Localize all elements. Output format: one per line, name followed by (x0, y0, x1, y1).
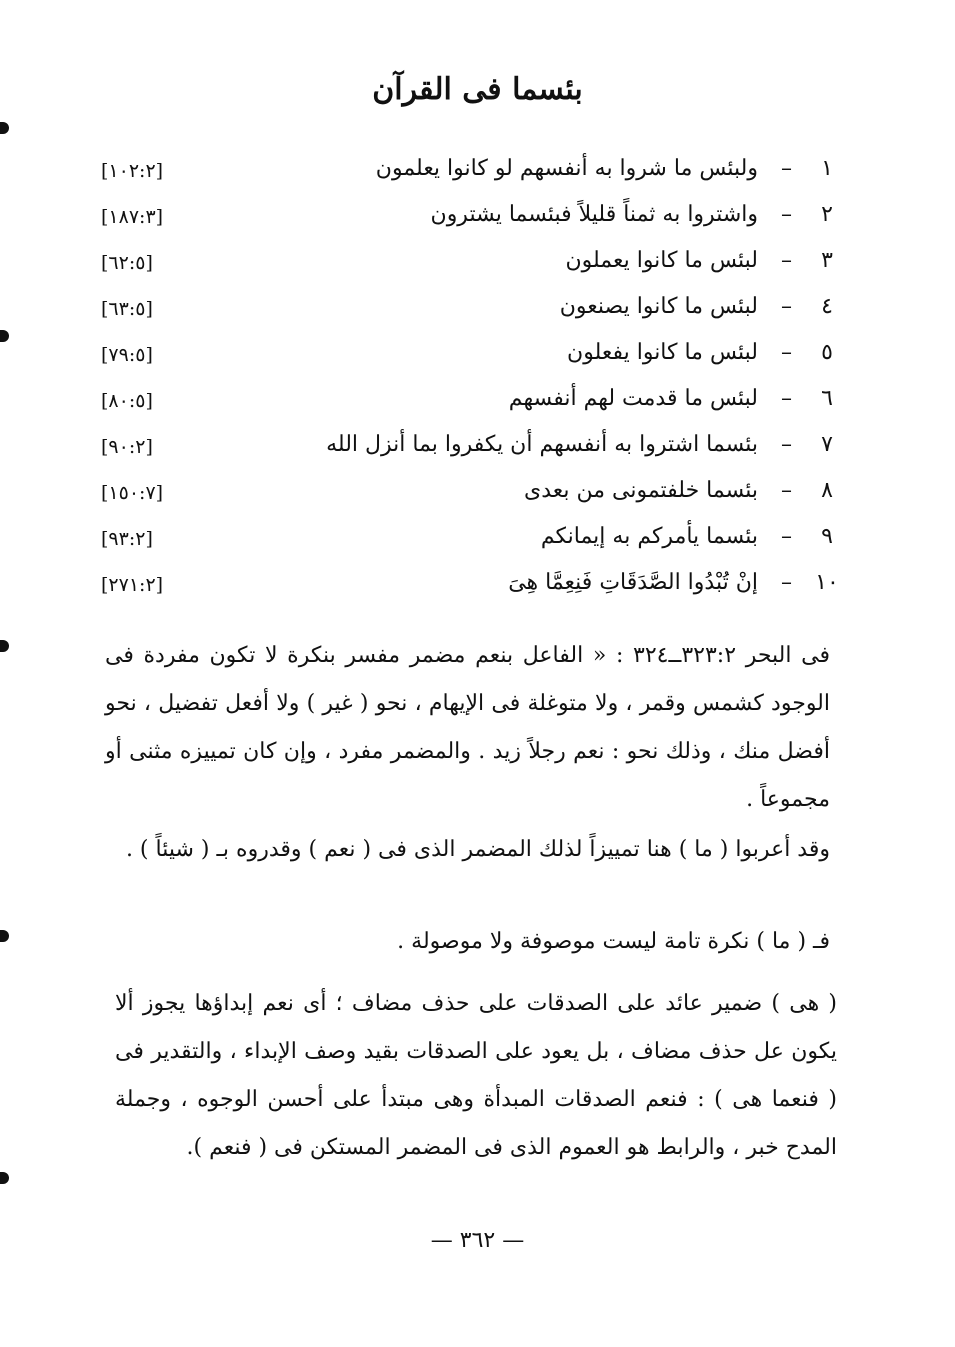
scan-edge-mark (0, 1172, 9, 1184)
verse-list (95, 150, 840, 610)
verse-row (95, 380, 840, 426)
commentary-paragraph: فـ ( ما ) نكرة تامة ليست موصوفة ولا موصولة . (397, 929, 830, 954)
verse-row (95, 196, 840, 242)
verse-text: واشتروا به ثمناً قليلاً فبئسما يشترون (430, 202, 758, 227)
verse-dash: – (781, 340, 792, 365)
verse-dash: – (781, 524, 792, 549)
verse-reference: [٩٣:٢] (101, 528, 153, 550)
verse-row (95, 288, 840, 334)
verse-row (95, 150, 840, 196)
verse-reference: [٢٧١:٢] (101, 574, 164, 596)
scan-edge-mark (0, 330, 9, 342)
verse-text: لبئس ما كانوا يفعلون (567, 340, 758, 365)
scan-edge-mark (0, 640, 9, 652)
verse-text: بئسما اشتروا به أنفسهم أن يكفروا بما أنزل الله (326, 432, 758, 457)
page-title: بئسما فى القرآن (372, 72, 583, 107)
verse-reference: [٩٠:٢] (101, 436, 153, 458)
verse-reference: [١٥٠:٧] (101, 482, 164, 504)
verse-reference: [٦٣:٥] (101, 298, 153, 320)
verse-number: ٦ (821, 386, 833, 411)
verse-text: ولبئس ما شروا به أنفسهم لو كانوا يعلمون (375, 156, 758, 181)
verse-reference: [٧٩:٥] (101, 344, 153, 366)
verse-number: ٤ (821, 294, 833, 319)
scan-edge-mark (0, 122, 9, 134)
verse-reference: [٦٢:٥] (101, 252, 153, 274)
verse-number: ٧ (821, 432, 833, 457)
verse-row (95, 472, 840, 518)
verse-reference: [٨٠:٥] (101, 390, 153, 412)
verse-number: ٥ (821, 340, 833, 365)
verse-row (95, 564, 840, 610)
commentary-paragraph: وقد أعربوا ( ما ) هنا تمييزاً لذلك المضمر الذى فى ( نعم ) وقدروه بـ ( شيئاً ) . (125, 837, 830, 862)
verse-dash: – (781, 478, 792, 503)
verse-reference: [١٠٢:٢] (101, 160, 164, 182)
verse-number: ١٠ (815, 570, 839, 595)
verse-number: ١ (821, 156, 833, 181)
verse-row (95, 426, 840, 472)
verse-dash: – (781, 386, 792, 411)
verse-text: لبئس ما كانوا يعملون (565, 248, 758, 273)
commentary-paragraph: فى البحر ٣٢٣:٢ــ٣٢٤ : « الفاعل بنعم مضمر مفسر بنكرة لا تكون مفردة فى الوجود كشمس وقمر ، ولا متوغلة فى الإيهام ، نحو ( غير ) ولا أفعل تفضيل ، نحو أفضل منك ، وذلك نحو : نعم رجلاً زيد . والمضمر مفرد ، وإن كان تمييزه مثنى أو مجموعاً . (105, 643, 830, 812)
verse-dash: – (781, 294, 792, 319)
commentary-paragraph: ( هى ) ضمير عائد على الصدقات على حذف مضاف ؛ أى نعم إبداؤها يجوز ألا يكون عل حذف مضاف ، بل يعود على الصدقات بقيد وصف الإبداء ، والتقدير فى ( فنعما هى ) : فنعم الصدقات المبدأة وهى مبتدأ على أحسن الوجوه ، وجملة المدح خبر ، والرابط هو العموم الذى فى المضمر المستكن فى ( فنعم ). (115, 991, 837, 1160)
verse-number: ٢ (821, 202, 833, 227)
verse-row (95, 334, 840, 380)
scan-edge-mark (0, 930, 9, 942)
verse-text: بئسما يأمركم به إيمانكم (540, 524, 758, 549)
verse-text: إنْ تُبْدُوا الصَّدَقَاتِ فَنِعِمَّا هِىَ (508, 570, 758, 595)
verse-dash: – (781, 432, 792, 457)
verse-text: لبئس ما قدمت لهم أنفسهم (508, 386, 758, 411)
verse-number: ٣ (821, 248, 833, 273)
verse-text: لبئس ما كانوا يصنعون (559, 294, 758, 319)
verse-dash: – (781, 202, 792, 227)
page-number: — ٣٦٢ — (430, 1228, 525, 1253)
verse-text: بئسما خلفتمونى من بعدى (523, 478, 758, 503)
verse-reference: [١٨٧:٣] (101, 206, 164, 228)
verse-row (95, 242, 840, 288)
verse-row (95, 518, 840, 564)
verse-dash: – (781, 570, 792, 595)
verse-number: ٨ (821, 478, 833, 503)
verse-number: ٩ (821, 524, 833, 549)
verse-dash: – (781, 248, 792, 273)
verse-dash: – (781, 156, 792, 181)
